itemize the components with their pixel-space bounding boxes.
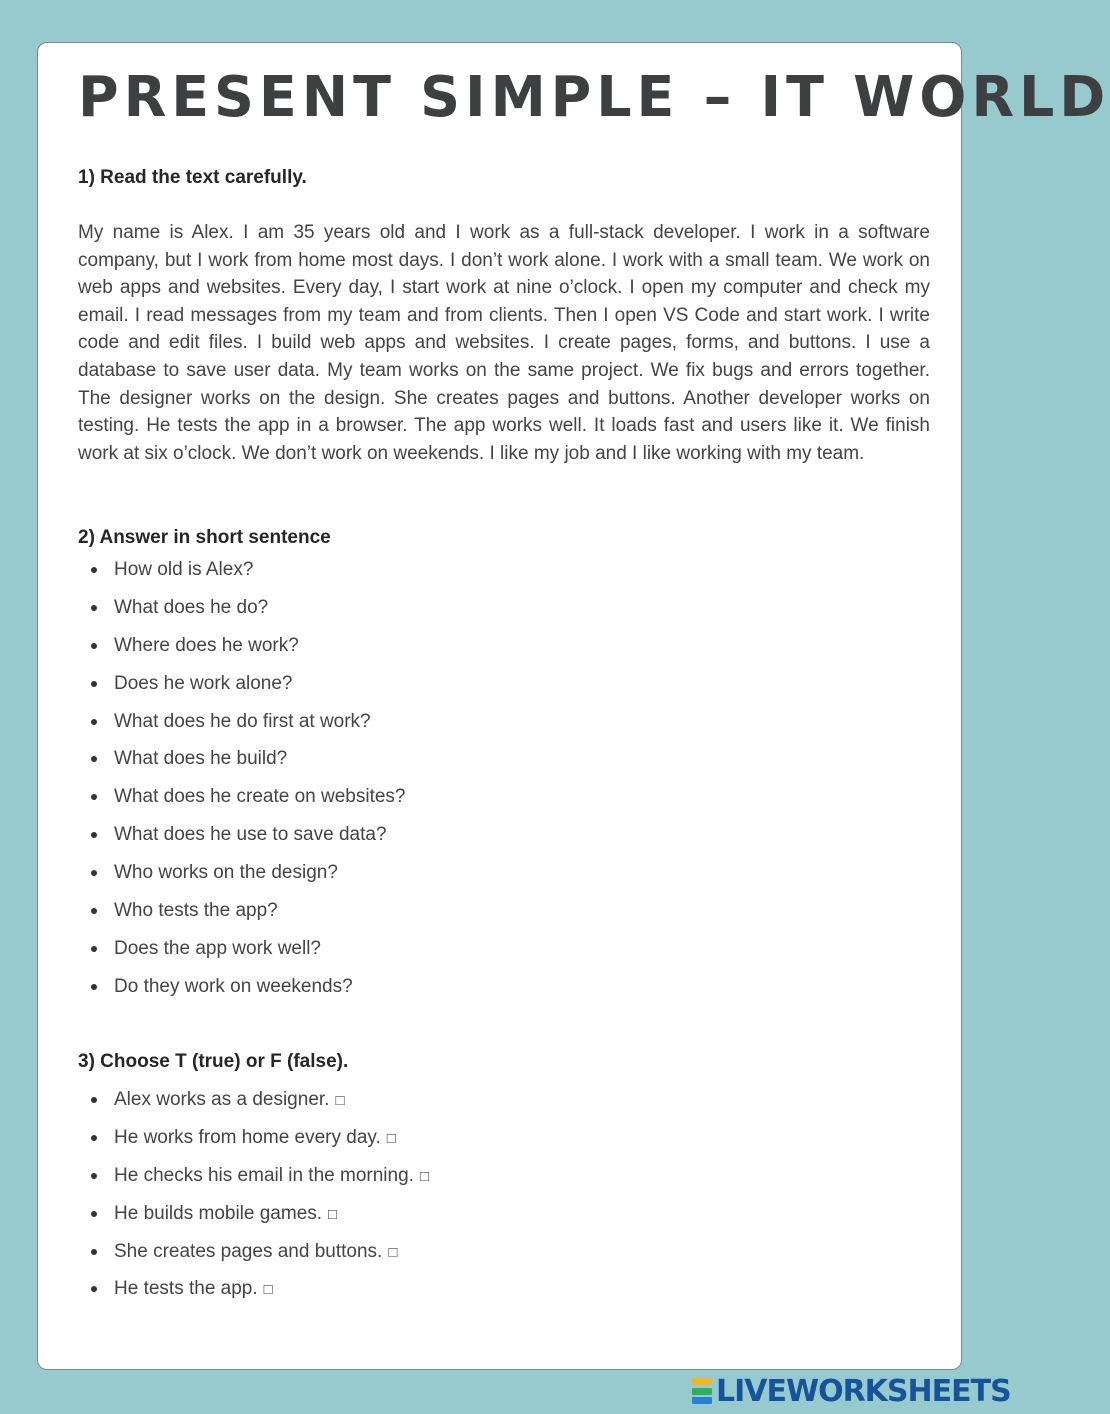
bullet-icon [91, 719, 97, 725]
list-item: What does he use to save data? [78, 820, 406, 858]
bullet-icon [91, 832, 97, 838]
list-item: Does the app work well? [78, 934, 406, 972]
bullet-icon [91, 870, 97, 876]
bullet-icon [91, 605, 97, 611]
list-item: Do they work on weekends? [78, 972, 406, 1010]
bullet-icon [91, 1249, 97, 1255]
answer-checkbox[interactable]: □ [419, 1167, 429, 1185]
bullet-icon [91, 1097, 97, 1103]
answer-checkbox[interactable]: □ [335, 1092, 345, 1109]
bullet-icon [91, 908, 97, 914]
page-title: PRESENT SIMPLE – IT WORLD [78, 65, 1110, 130]
reading-text: My name is Alex. I am 35 years old and I work as a full-stack developer. I work in a software company, but I work from home most days. I don’t work alone. I work with a small team. We work on web apps and websites. Every day, I start work at nine o’clock. I open my computer and check my email. I read messages from my team and from clients. Then I open VS Code and start work. I write code and edit files. I build web apps and websites. I create pages, forms, and buttons. I use a database to save user data. My team works on the same project. We fix bugs and errors together. The designer works on the design. She creates pages and buttons. Another developer works on testing. He tests the app in a browser. The app works well. It loads fast and users like it. We finish work at six o’clock. We don’t work on weekends. I like my job and I like working with my team. [78, 222, 930, 464]
logo-bar-blue [692, 1397, 712, 1404]
logo-bar-yellow [692, 1378, 712, 1385]
question-list [78, 555, 406, 1010]
worksheet-page [37, 42, 1110, 1370]
list-item: Does he work alone? [78, 669, 406, 707]
list-item: What does he do? [78, 593, 406, 631]
list-item: What does he create on websites? [78, 782, 406, 820]
bullet-icon [91, 946, 97, 952]
list-item: He checks his email in the morning. □ [78, 1161, 429, 1199]
bullet-icon [91, 756, 97, 762]
bullet-icon [91, 567, 97, 573]
bullet-icon [91, 1135, 97, 1141]
list-item: What does he build? [78, 744, 406, 782]
list-item: How old is Alex? [78, 555, 406, 593]
bullet-icon [91, 1173, 97, 1179]
answer-checkbox[interactable]: □ [386, 1129, 396, 1147]
list-item: He builds mobile games. □ [78, 1199, 429, 1237]
answer-checkbox[interactable]: □ [263, 1281, 273, 1299]
list-item: Who works on the design? [78, 858, 406, 896]
list-item: Who tests the app? [78, 896, 406, 934]
bullet-icon [91, 1286, 97, 1292]
brand-watermark[interactable] [692, 1374, 1011, 1408]
bullet-icon [91, 984, 97, 990]
answer-checkbox[interactable]: □ [388, 1243, 398, 1261]
bullet-icon [91, 794, 97, 800]
section3-heading: 3) Choose T (true) or F (false). [78, 1051, 349, 1072]
bullet-icon [91, 681, 97, 687]
list-item: Alex works as a designer. □ [78, 1085, 429, 1123]
list-item: He works from home every day. □ [78, 1123, 429, 1161]
true-false-list [78, 1085, 429, 1312]
logo-bar-green [692, 1388, 712, 1395]
section2-heading: 2) Answer in short sentence [78, 527, 331, 548]
list-item: He tests the app. □ [78, 1274, 429, 1312]
list-item: Where does he work? [78, 631, 406, 669]
bullet-icon [91, 1211, 97, 1217]
section1-heading: 1) Read the text carefully. [78, 167, 307, 188]
list-item: What does he do first at work? [78, 707, 406, 745]
list-item: She creates pages and buttons. □ [78, 1237, 429, 1275]
bullet-icon [91, 643, 97, 649]
brand-name: LIVEWORKSHEETS [716, 1373, 1011, 1409]
brand-logo-icon [692, 1378, 712, 1404]
answer-checkbox[interactable]: □ [328, 1205, 338, 1223]
